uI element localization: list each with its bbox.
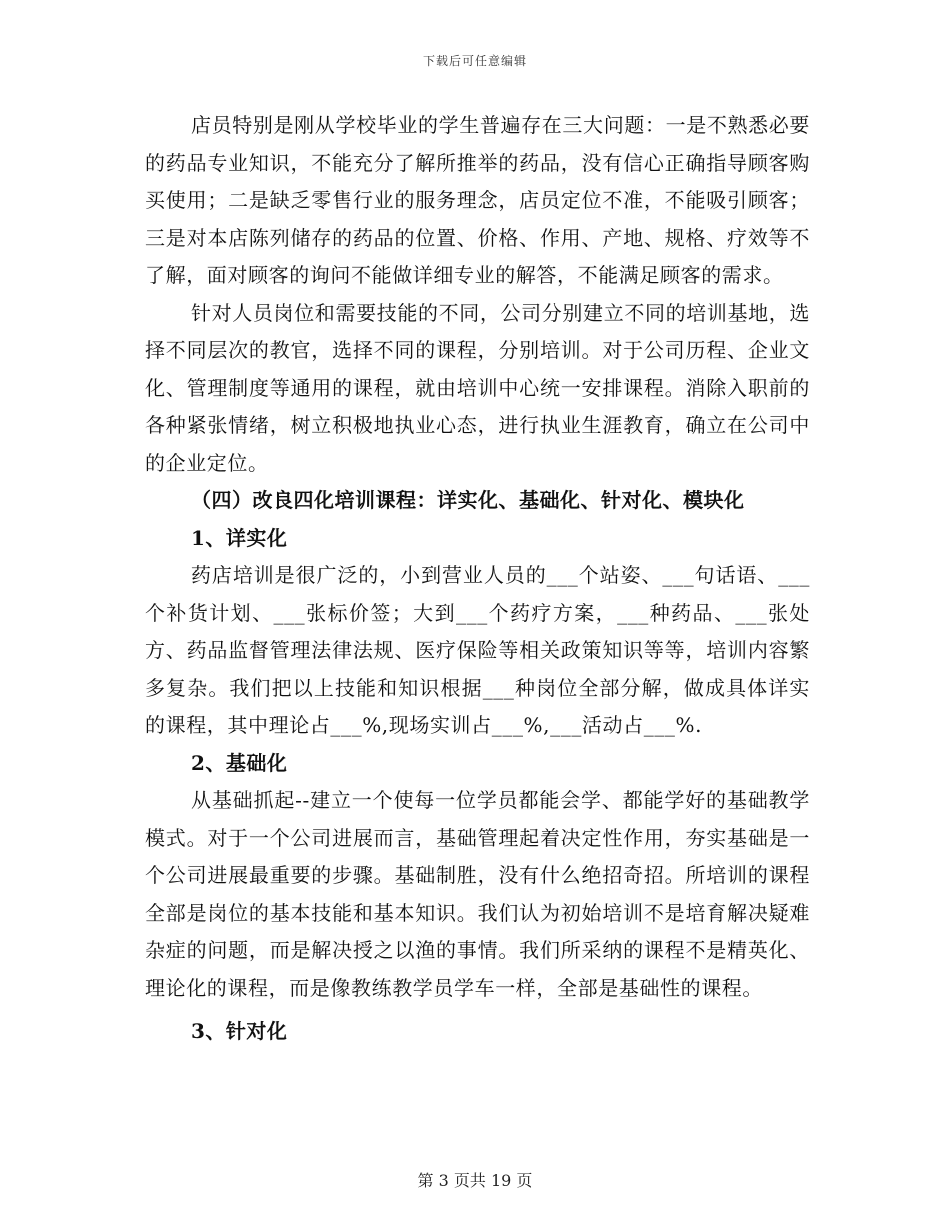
- section-heading-course-improvement: （四）改良四化培训课程：详实化、基础化、针对化、模块化: [191, 488, 745, 512]
- paragraph-detailed: 药店培训是很广泛的，小到营业人员的___个站姿、___句话语、___个补货计划、___张标价签；大到___个药疗方案，___种药品、___张处方、药品监督管理法律法规、医疗保险等相关政策知识等等，培训内容繁多复杂。我们把以上技能和知识根据___种岗位全部分解，做成具体详实的课程，其中理论占___%,现场实训占___%,___活动占___%.: [145, 563, 810, 737]
- page-header: 下载后可任意编辑: [422, 54, 527, 68]
- subheading-detailed: 1、详实化: [191, 525, 288, 550]
- paragraph-fundamental: 从基础抓起--建立一个使每一位学员都能会学、都能学好的基础教学模式。对于一个公司进展而言，基础管理起着决定性作用，夯实基础是一个公司进展最重要的步骤。基础制胜，没有什么绝招奇招。所培训的课程全部是岗位的基本技能和基本知识。我们认为初始培训不是培育解决疑难杂症的问题，而是解决授之以渔的事情。我们所采纳的课程不是精英化、理论化的课程，而是像教练教学员学车一样，全部是基础性的课程。: [145, 788, 810, 1000]
- paragraph-training-bases: 针对人员岗位和需要技能的不同，公司分别建立不同的培训基地，选择不同层次的教官，选择不同的课程，分别培训。对于公司历程、企业文化、管理制度等通用的课程，就由培训中心统一安排课程。消除入职前的各种紧张情绪，树立积极地执业心态，进行执业生涯教育，确立在公司中的企业定位。: [145, 300, 810, 475]
- page-number-footer: 第 3 页共 19 页: [417, 1171, 533, 1190]
- subheading-targeted: 3、针对化: [191, 1019, 288, 1043]
- paragraph-staff-problems: 店员特别是刚从学校毕业的学生普遍存在三大问题：一是不熟悉必要的药品专业知识，不能充分了解所推举的药品，没有信心正确指导顾客购买使用；二是缺乏零售行业的服务理念，店员定位不准，不能吸引顾客；三是对本店陈列储存的药品的位置、价格、作用、产地、规格、疗效等不了解，面对顾客的询问不能做详细专业的解答，不能满足顾客的需求。: [145, 113, 810, 287]
- document-body: [145, 107, 810, 1051]
- subheading-fundamental: 2、基础化: [191, 750, 288, 775]
